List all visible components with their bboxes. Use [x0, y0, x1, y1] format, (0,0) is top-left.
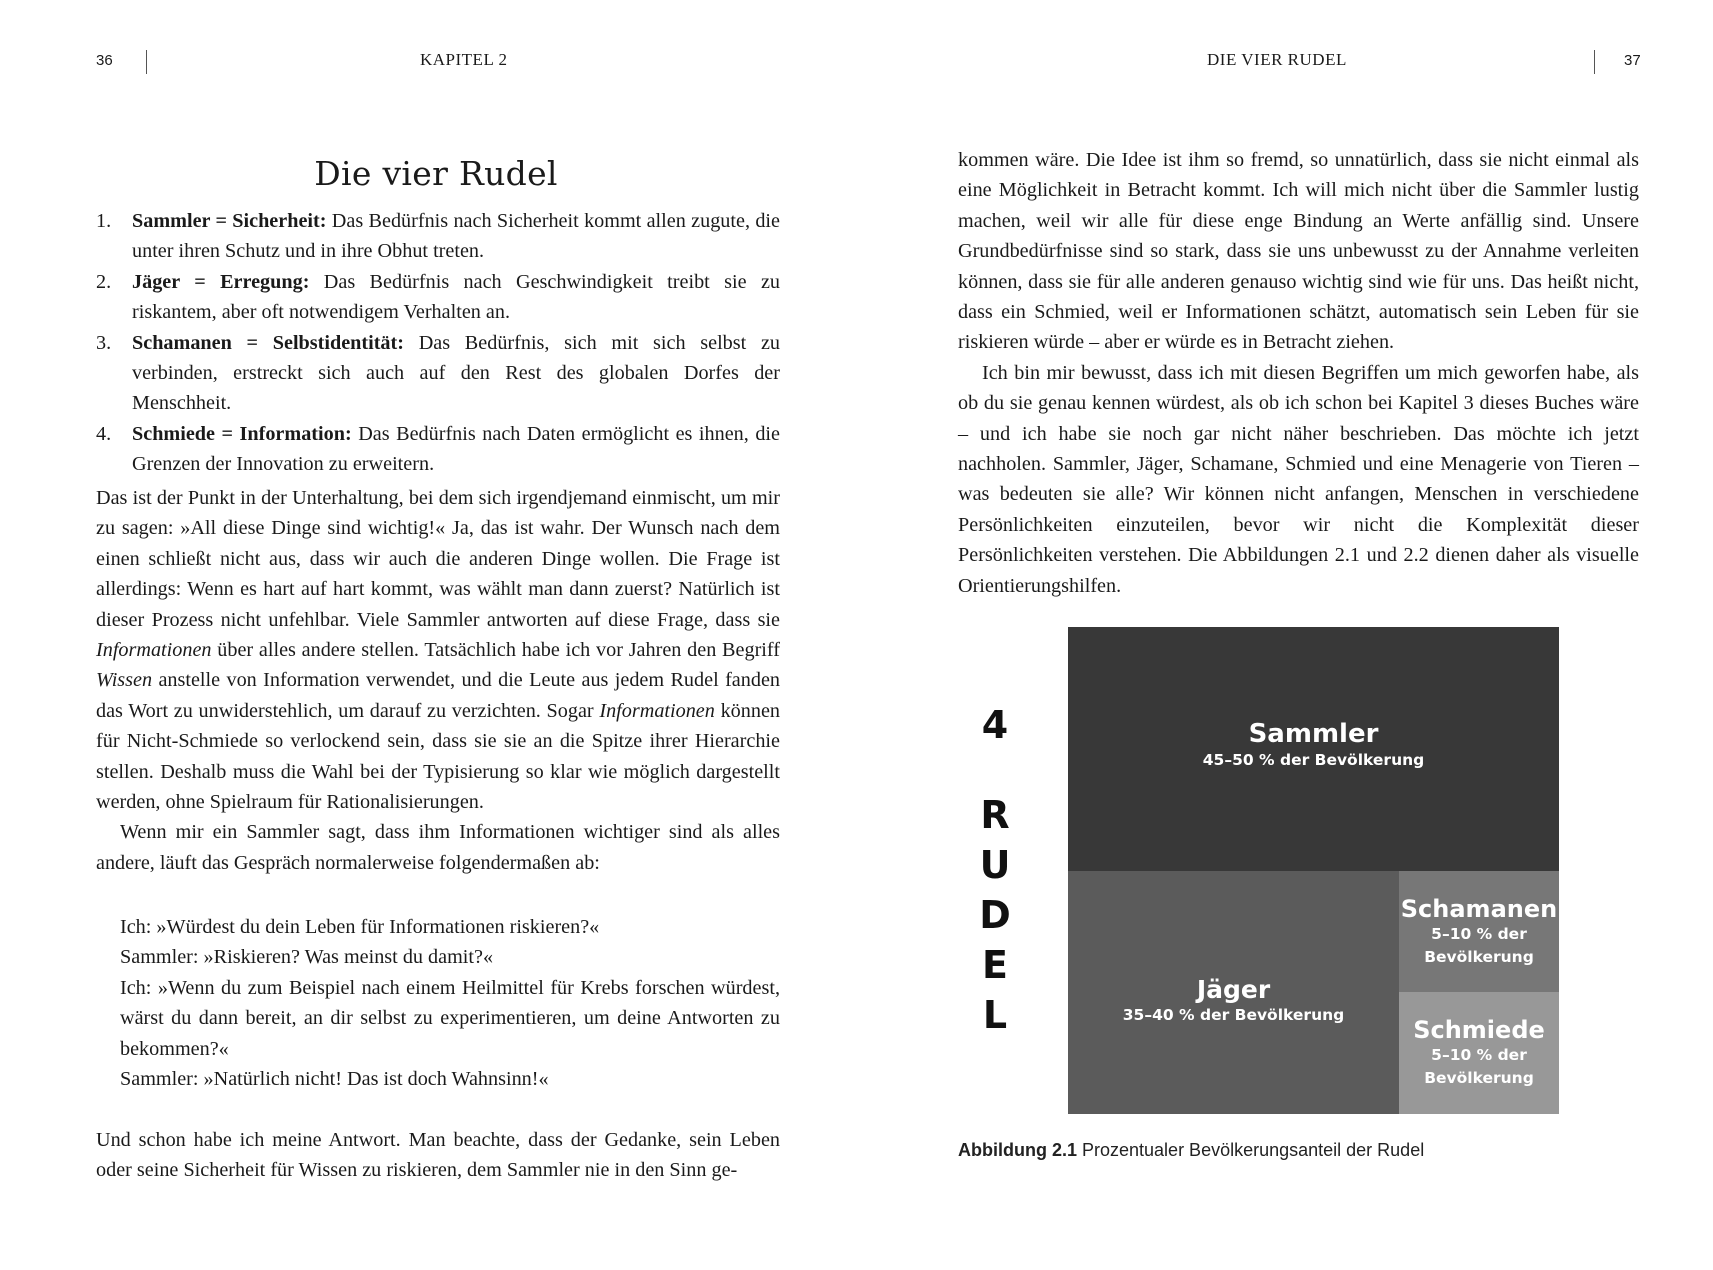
header-divider — [146, 50, 147, 74]
list-item — [96, 328, 780, 419]
paragraph: Ich bin mir bewusst, dass ich mit diesen Begriffen um mich geworfen habe, als ob du sie genau kennen würdest, als ob ich schon bei Kapitel 3 dieses Buches wäre – und ich habe sie noch gar nicht näher beschrieben. Das möchte ich jetzt nachholen. Sammler, Jäger, Schamane, Schmied und eine Menagerie von Tieren – was bedeuten sie alle? Wir können nicht anfangen, Menschen in verschiedene Persönlichkeiten einzuteilen, bevor wir nicht die Komplexität dieser Persönlichkeiten verstehen. Die Abbildungen 2.1 und 2.2 dienen daher als visuelle Orientierungshilfen. — [958, 361, 1639, 597]
section-heading: Die vier Rudel — [314, 154, 558, 194]
figure-side-label — [960, 700, 1030, 1040]
figure-caption — [958, 1140, 1424, 1161]
dialogue-line: Ich: »Würdest du dein Leben für Informationen riskieren?« — [120, 916, 600, 938]
left-running-head: KAPITEL 2 — [420, 50, 508, 69]
right-page-number: 37 — [1624, 52, 1641, 69]
list-term: Sammler = Sicherheit: — [132, 210, 327, 232]
paragraph: kommen wäre. Die Idee ist ihm so fremd, so unnatürlich, dass sie nicht einmal als eine Möglichkeit in Betracht kommt. Ich will mich nicht über die Sammler lustig machen, weil wir alle für diese enge Bindung an Werte anfällig sind. Unsere Grundbedürfnisse sind so stark, dass sie uns unbewusst zu der Annahme verleiten können, dass sie für alle anderen genauso wichtig sind wie für uns. Das heißt nicht, dass ein Schmied, weil er Informationen schätzt, automatisch sein Leben für sie riskieren würde – aber er würde es in Betracht ziehen. — [958, 149, 1639, 354]
side-label-letter: E — [982, 943, 1008, 987]
header-divider — [1594, 50, 1595, 74]
list-item — [96, 419, 780, 480]
tile-subtitle: Bevölkerung — [1424, 1069, 1534, 1087]
list-item — [96, 206, 780, 267]
side-label-letter: R — [980, 793, 1010, 837]
tile-subtitle: 5–10 % der — [1431, 1046, 1527, 1064]
population-treemap — [1068, 627, 1559, 1114]
tile-subtitle: Bevölkerung — [1424, 948, 1534, 966]
rudel-list-block — [96, 206, 780, 480]
dialogue-line: Ich: »Wenn du zum Beispiel nach einem Heilmittel für Krebs forschen würdest, wärst du dann bereit, an dir selbst zu experimentieren, um deine Antworten zu bekommen?« — [120, 976, 780, 1060]
left-page — [0, 0, 856, 1270]
list-term: Schamanen = Selbstidentität: — [132, 331, 404, 354]
tile-jaeger — [1068, 871, 1399, 1114]
list-number: 1. — [96, 210, 112, 232]
left-page-number: 36 — [96, 52, 113, 69]
paragraph: Wenn mir ein Sammler sagt, dass ihm Informationen wichtiger sind als alles andere, läuft das Gespräch normalerweise folgendermaßen ab: — [96, 821, 780, 874]
dialogue-line: Sammler: »Natürlich nicht! Das ist doch Wahnsinn!« — [120, 1068, 549, 1091]
tile-schamanen — [1399, 871, 1559, 992]
tile-subtitle: 35–40 % der Bevölkerung — [1122, 1006, 1345, 1024]
left-body-text — [96, 483, 780, 878]
right-body-text — [958, 145, 1639, 601]
list-number: 2. — [96, 270, 112, 293]
tile-title: Sammler — [1248, 719, 1379, 749]
rudel-list — [96, 206, 780, 480]
list-item — [96, 267, 780, 328]
dialogue-line: Sammler: »Riskieren? Was meinst du damit?« — [120, 946, 494, 969]
tile-sammler — [1068, 627, 1559, 871]
tile-subtitle: 45–50 % der Bevölkerung — [1202, 751, 1425, 769]
list-text: Das Bedürfnis nach Geschwindigkeit treibt sie zu riskantem, aber oft notwendigem Verhalten an. — [132, 270, 780, 324]
side-label-number: 4 — [981, 703, 1009, 747]
right-running-head: DIE VIER RUDEL — [1207, 50, 1347, 69]
side-label-letter: L — [982, 993, 1008, 1037]
list-number: 3. — [96, 331, 112, 354]
paragraph: Und schon habe ich meine Antwort. Man beachte, dass der Gedanke, sein Leben oder seine Sicherheit für Wissen zu riskieren, dem Sammler nie in den Sinn ge- — [96, 1129, 780, 1182]
tile-title: Jäger — [1196, 975, 1271, 1004]
tile-subtitle: 5–10 % der — [1431, 925, 1527, 943]
caption-label: Abbildung 2.1 — [958, 1140, 1077, 1160]
list-term: Schmiede = Information: — [132, 422, 352, 445]
list-text: Das Bedürfnis nach Sicherheit kommt allen zugute, die unter ihren Schutz und in ihre Obhut treten. — [132, 210, 780, 263]
list-text: Das Bedürfnis, sich mit sich selbst zu verbinden, erstreckt sich auch auf den Rest des globalen Dorfes der Menschheit. — [132, 331, 780, 415]
left-body-text-end — [96, 1125, 780, 1186]
dialogue-block — [96, 912, 780, 1094]
list-term: Jäger = Erregung: — [132, 270, 310, 293]
tile-title: Schmiede — [1413, 1016, 1545, 1044]
side-label-letter: D — [979, 893, 1011, 937]
tile-title: Schamanen — [1400, 895, 1558, 923]
side-label-letter: U — [979, 843, 1011, 887]
tile-schmiede — [1399, 992, 1559, 1114]
caption-text: Prozentualer Bevölkerungsanteil der Rudel — [1077, 1140, 1425, 1160]
list-number: 4. — [96, 422, 112, 445]
list-text: Das Bedürfnis nach Daten ermöglicht es ihnen, die Grenzen der Innovation zu erweitern. — [132, 422, 780, 476]
paragraph: Das ist der Punkt in der Unterhaltung, bei dem sich irgendjemand einmischt, um mir zu sagen: »All diese Dinge sind wichtig!« Ja, das ist wahr. Der Wunsch nach dem einen schließt nicht aus, dass wir auch die anderen Dinge wollen. Die Frage ist allerdings: Wenn es hart auf hart kommt, was wählt man dann zuerst? Natürlich ist dieser Prozess nicht unfehlbar. Viele Sammler antworten auf diese Frage, dass sie Informationen über alles andere stellen. Tatsächlich habe ich vor Jahren den Begriff Wissen anstelle von Information verwendet, und die Leute aus jedem Rudel fanden das Wort zu unwiderstehlich, um darauf zu verzichten. Sogar Informationen können für Nicht-Schmiede so verlockend sein, dass sie sie an die Spitze ihrer Hierarchie stellen. Deshalb muss die Wahl bei der Typisierung so klar wie möglich dargestellt werden, ohne Spielraum für Rationalisierungen. — [96, 487, 781, 814]
